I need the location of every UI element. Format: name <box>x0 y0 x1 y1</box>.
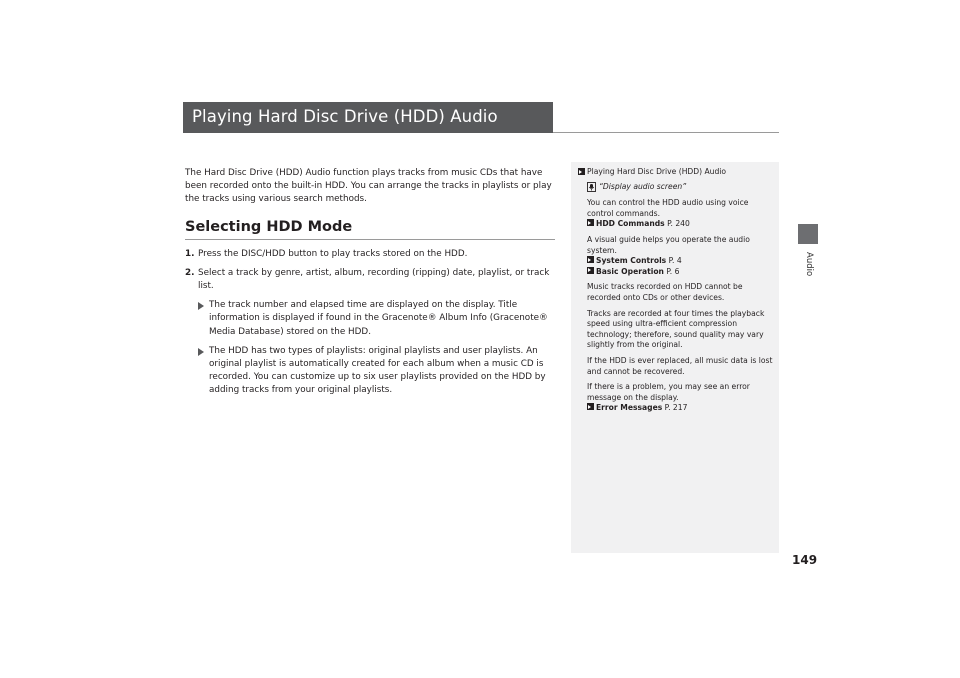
intro-paragraph: The Hard Disc Drive (HDD) Audio function plays tracks from music CDs that have been recorded onto the built-in HDD. You can arrange the tracks in playlists or play the tracks using various search methods. <box>185 168 552 205</box>
title-rule <box>553 132 779 133</box>
arrow-bullet-icon <box>198 348 204 356</box>
voice-command-text: “Display audio screen” <box>599 181 687 191</box>
cross-reference-hdd-commands[interactable] <box>587 219 773 230</box>
chapter-tab-label: Audio <box>804 252 814 277</box>
sidebar-heading-text: Playing Hard Disc Drive (HDD) Audio <box>587 167 727 176</box>
sidebar-note: Tracks are recorded at four times the playback speed using ultra-efficient compression technology; therefore, sound quality may vary slightly from the original. <box>587 308 765 350</box>
page-number: 149 <box>792 553 818 567</box>
step-text: Press the DISC/HDD button to play tracks stored on the HDD. <box>198 248 468 259</box>
title-bar <box>183 102 553 133</box>
reference-arrow-icon <box>587 256 594 263</box>
section-rule <box>185 239 555 240</box>
reference-label: System Controls <box>596 256 667 266</box>
voice-command <box>587 182 773 193</box>
reference-page: P. 6 <box>663 266 680 276</box>
sidebar-notes <box>571 162 779 553</box>
sidebar-note <box>587 382 773 414</box>
step-number: 2. <box>185 267 195 278</box>
reference-label: HDD Commands <box>596 219 665 229</box>
cross-reference-basic-operation[interactable] <box>587 267 773 278</box>
sidebar-content <box>578 167 773 419</box>
page-title: Playing Hard Disc Drive (HDD) Audio <box>192 107 498 126</box>
cross-reference-system-controls[interactable] <box>587 256 773 267</box>
step-1 <box>185 248 555 261</box>
reference-page: P. 240 <box>664 219 690 229</box>
step-number: 1. <box>185 248 195 259</box>
sidebar-note <box>587 235 773 277</box>
reference-arrow-icon <box>578 168 585 175</box>
note-text: You can control the HDD audio using voice control commands. <box>587 198 749 218</box>
sidebar-note <box>587 198 773 230</box>
reference-label: Error Messages <box>596 403 663 413</box>
arrow-bullet-icon <box>198 302 204 310</box>
sidebar-note: Music tracks recorded on HDD cannot be recorded onto CDs or other devices. <box>587 282 743 302</box>
reference-arrow-icon <box>587 219 594 226</box>
main-content <box>185 167 555 404</box>
note-text: A visual guide helps you operate the audio system. <box>587 234 750 255</box>
sub-item-2 <box>185 345 555 398</box>
cross-reference-error-messages[interactable] <box>587 403 773 414</box>
sidebar-body <box>578 182 773 414</box>
sidebar-heading <box>578 167 773 178</box>
chapter-tab-marker <box>798 224 818 244</box>
note-text: If there is a problem, you may see an error message on the display. <box>587 382 750 402</box>
reference-arrow-icon <box>587 267 594 274</box>
sub-item-text: The track number and elapsed time are displayed on the display. Title information is displayed if found in the Gracenote® Album Info (Gracenote® Media Database) stored on the HDD. <box>209 300 548 337</box>
reference-page: P. 217 <box>662 403 688 413</box>
step-text: Select a track by genre, artist, album, recording (ripping) date, playlist, or track list. <box>198 267 550 292</box>
reference-arrow-icon <box>587 403 594 410</box>
step-2 <box>185 267 555 293</box>
section-heading: Selecting HDD Mode <box>185 218 353 235</box>
reference-page: P. 4 <box>666 256 682 266</box>
sub-item-text: The HDD has two types of playlists: original playlists and user playlists. An original playlist is automatically created for each album when a music CD is recorded. You can customize up to six user playlists provided on the HDD by adding tracks from your original playlists. <box>209 345 546 396</box>
reference-label: Basic Operation <box>596 266 664 276</box>
sub-item-1 <box>185 299 555 339</box>
voice-command-icon <box>587 182 596 192</box>
sidebar-note: If the HDD is ever replaced, all music data is lost and cannot be recovered. <box>587 355 773 376</box>
